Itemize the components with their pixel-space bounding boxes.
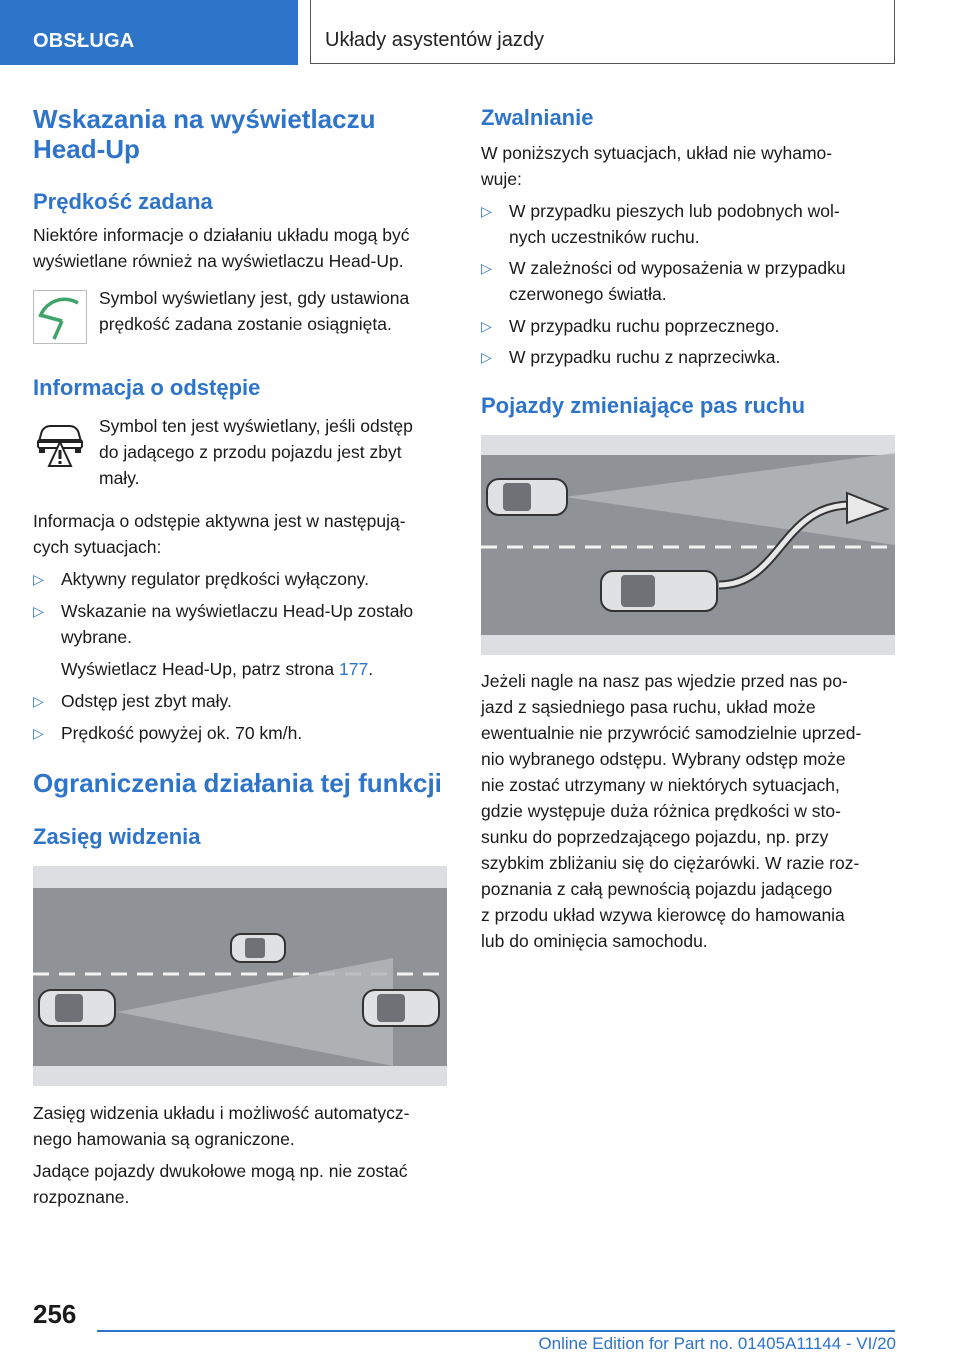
list-item bbox=[33, 688, 232, 714]
list-item-text: Aktywny regulator prędkości wyłączony. bbox=[61, 569, 369, 589]
range-text-line1: Zasięg widzenia układu i możliwość automatycz- bbox=[33, 1103, 410, 1123]
distance-heading: Informacja o odstępie bbox=[33, 375, 261, 400]
distance-symbol-line2: do jadącego z przodu pojazdu jest zbyt bbox=[99, 442, 402, 462]
lane-text-line: sunku do poprzedzającego pojazdu, np. przy bbox=[481, 827, 829, 847]
hud-reference-dot: . bbox=[368, 659, 374, 679]
lane-text-line: ewentualnie nie przywrócić samodzielnie uprzed- bbox=[481, 723, 862, 743]
range-heading: Zasięg widzenia bbox=[33, 824, 201, 849]
list-item-text-cont: wybrane. bbox=[61, 627, 133, 647]
speed-heading: Prędkość zadana bbox=[33, 189, 213, 214]
triangle-bullet-icon: ▷ bbox=[481, 318, 492, 334]
list-item-text: W przypadku ruchu z naprzeciwka. bbox=[509, 347, 781, 367]
lane-text-line: Jeżeli nagle na nasz pas wjedzie przed nas po- bbox=[481, 671, 848, 691]
list-item-text: Odstęp jest zbyt mały. bbox=[61, 691, 232, 711]
list-item-text: W przypadku ruchu poprzecznego. bbox=[509, 316, 780, 336]
speed-symbol-line1: Symbol wyświetlany jest, gdy ustawiona bbox=[99, 288, 410, 308]
lane-text-line: nie zostać utrzymany w niektórych sytuacjach, bbox=[481, 775, 840, 795]
list-item-text-cont: czerwonego światła. bbox=[509, 284, 667, 304]
section-tab: OBSŁUGA bbox=[0, 0, 298, 65]
list-item bbox=[481, 344, 780, 370]
speed-intro-line1: Niektóre informacje o działaniu układu mogą być bbox=[33, 225, 410, 245]
page-title-line2: Head-Up bbox=[33, 134, 140, 164]
braking-intro-line2: wuje: bbox=[481, 169, 522, 189]
footer-divider bbox=[97, 1330, 895, 1332]
braking-heading: Zwalnianie bbox=[481, 105, 594, 130]
list-item bbox=[33, 566, 369, 592]
list-item-text: W przypadku pieszych lub podobnych wol- bbox=[509, 201, 840, 221]
lane-text-line: gdzie występuje duża różnica prędkości w sto- bbox=[481, 801, 841, 821]
speed-reached-icon bbox=[33, 290, 87, 344]
distance-active-line2: cych sytuacjach: bbox=[33, 537, 162, 557]
triangle-bullet-icon: ▷ bbox=[481, 349, 492, 365]
lane-text-line: lub do ominięcia samochodu. bbox=[481, 931, 708, 951]
lane-text-line: z przodu układ wzywa kierowcę do hamowania bbox=[481, 905, 845, 925]
limits-heading: Ograniczenia działania tej funkcji bbox=[33, 768, 442, 798]
range-text-line2: nego hamowania są ograniczone. bbox=[33, 1129, 295, 1149]
page-title-line1: Wskazania na wyświetlaczu bbox=[33, 104, 376, 134]
braking-intro-line1: W poniższych sytuacjach, układ nie wyhamo- bbox=[481, 143, 833, 163]
distance-symbol-line1: Symbol ten jest wyświetlany, jeśli odstęp bbox=[99, 416, 413, 436]
list-item bbox=[481, 255, 846, 281]
list-item-text: Prędkość powyżej ok. 70 km/h. bbox=[61, 723, 303, 743]
distance-symbol-line3: mały. bbox=[99, 468, 140, 488]
twowheel-line1: Jadące pojazdy dwukołowe mogą np. nie zostać bbox=[33, 1161, 408, 1181]
speed-intro-line2: wyświetlane również na wyświetlaczu Head-Up. bbox=[33, 251, 404, 271]
distance-warning-icon bbox=[33, 420, 87, 470]
lane-text-line: poznania z całą pewnością pojazdu jadącego bbox=[481, 879, 833, 899]
triangle-bullet-icon: ▷ bbox=[481, 260, 492, 276]
speed-symbol-line2: prędkość zadana zostanie osiągnięta. bbox=[99, 314, 392, 334]
triangle-bullet-icon: ▷ bbox=[33, 725, 44, 741]
page-link-177[interactable]: 177 bbox=[339, 659, 369, 679]
list-item-text: W zależności od wyposażenia w przypadku bbox=[509, 258, 846, 278]
page-number: 256 bbox=[33, 1299, 77, 1329]
lane-change-illustration bbox=[481, 435, 895, 655]
hud-reference bbox=[61, 656, 373, 682]
lane-text-line: nio wybranego odstępu. Wybrany odstęp może bbox=[481, 749, 846, 769]
list-item-text: Wskazanie na wyświetlaczu Head-Up zostało bbox=[61, 601, 414, 621]
lane-text-line: szybkim zbliżaniu się do ciężarówki. W razie roz- bbox=[481, 853, 860, 873]
distance-active-line1: Informacja o odstępie aktywna jest w następują- bbox=[33, 511, 406, 531]
triangle-bullet-icon: ▷ bbox=[481, 203, 492, 219]
lane-text-line: jazd z sąsiedniego pasa ruchu, układ może bbox=[481, 697, 816, 717]
list-item-text-cont: nych uczestników ruchu. bbox=[509, 227, 700, 247]
hud-reference-text: Wyświetlacz Head-Up, patrz strona bbox=[61, 659, 335, 679]
twowheel-line2: rozpoznane. bbox=[33, 1187, 130, 1207]
range-illustration bbox=[33, 866, 447, 1086]
list-item bbox=[481, 313, 779, 339]
triangle-bullet-icon: ▷ bbox=[33, 571, 44, 587]
list-item bbox=[33, 720, 302, 746]
list-item bbox=[33, 598, 413, 624]
car-icon bbox=[231, 934, 285, 962]
lane-change-heading: Pojazdy zmieniające pas ruchu bbox=[481, 393, 806, 418]
edition-footer: Online Edition for Part no. 01405A11144 - VI/20 bbox=[538, 1334, 896, 1353]
triangle-bullet-icon: ▷ bbox=[33, 603, 44, 619]
triangle-bullet-icon: ▷ bbox=[33, 693, 44, 709]
list-item bbox=[481, 198, 840, 224]
chapter-title: Układy asystentów jazdy bbox=[310, 0, 895, 64]
